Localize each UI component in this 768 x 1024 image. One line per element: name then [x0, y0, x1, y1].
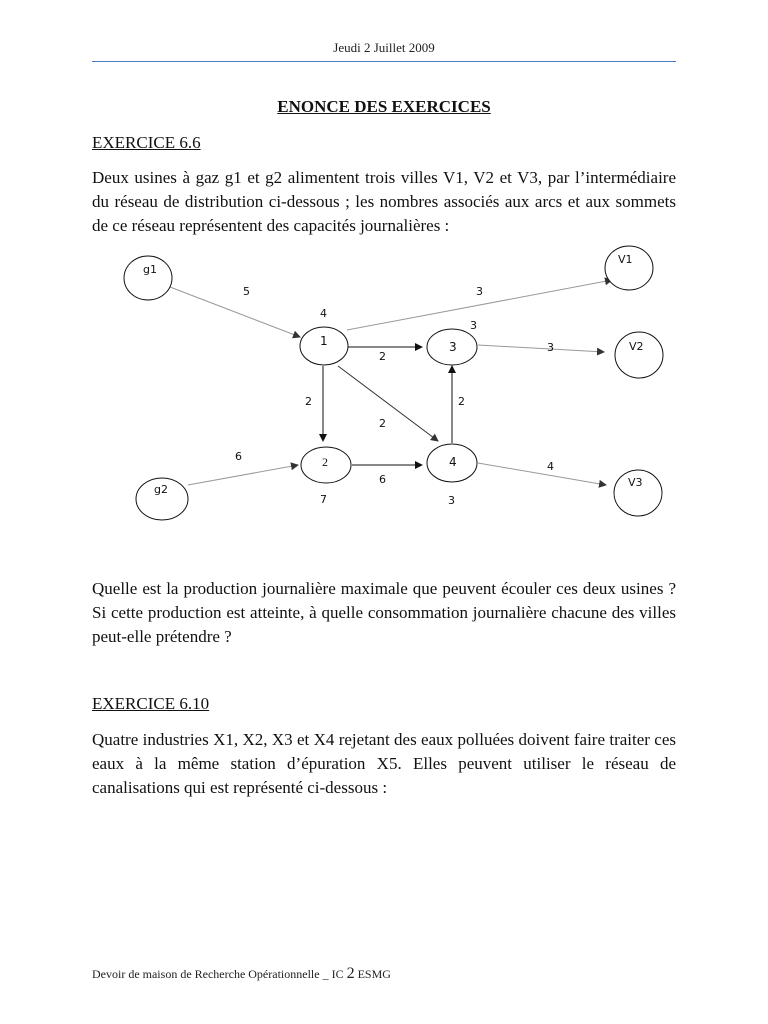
- node-v1-label: V1: [618, 253, 633, 266]
- arc-4-3-capacity: 2: [458, 395, 465, 408]
- exercise-6-10-intro: Quatre industries X1, X2, X3 et X4 rejetant des eaux polluées doivent faire traiter ces eaux à la même station d’épuration X5. Elles peuvent utiliser le réseau de canalisations qui est représenté ci-dessous :: [92, 730, 676, 797]
- arc-1-4: [338, 366, 438, 441]
- node-v2: [615, 332, 663, 378]
- node-4-label: 4: [449, 455, 457, 469]
- footer-number: 2: [346, 965, 355, 982]
- arc-4-v3-capacity: 4: [547, 460, 554, 473]
- arc-1-2-capacity: 2: [305, 395, 312, 408]
- arc-g2-2-capacity: 6: [235, 450, 242, 463]
- exercise-6-6-question: Quelle est la production journalière maximale que peuvent écouler ces deux usines ? Si cette production est atteinte, à quelle consommation journalière chacune des villes peut-elle prétendre ?: [92, 579, 676, 646]
- node-3-capacity: 3: [470, 319, 477, 332]
- network-diagram-svg: [100, 245, 690, 535]
- arc-1-3-capacity: 2: [379, 350, 386, 363]
- node-2-label: 2: [322, 455, 328, 469]
- arc-3-v2: [478, 345, 604, 352]
- arc-1-v1-capacity: 3: [476, 285, 483, 298]
- footer-text: Devoir de maison de Recherche Opérationnelle _ IC: [92, 967, 347, 981]
- node-3-label: 3: [449, 340, 457, 354]
- node-v2-label: V2: [629, 340, 644, 353]
- footer-school: ESMG: [354, 967, 391, 981]
- exercise-6-6-heading: EXERCICE 6.6: [92, 133, 201, 152]
- arc-2-4-capacity: 6: [379, 473, 386, 486]
- arc-g1-1: [170, 287, 300, 337]
- node-4-capacity: 3: [448, 494, 455, 507]
- arc-3-v2-capacity: 3: [547, 341, 554, 354]
- exercise-6-6-intro: Deux usines à gaz g1 et g2 alimentent trois villes V1, V2 et V3, par l’intermédiaire du réseau de distribution ci-dessous ; les nombres associés aux arcs et aux sommets de ce réseau représentent des capacités journalières :: [92, 168, 676, 235]
- node-1-label: 1: [320, 334, 328, 348]
- node-1-capacity: 4: [320, 307, 327, 320]
- page-title: ENONCE DES EXERCICES: [277, 97, 491, 116]
- node-v3-label: V3: [628, 476, 643, 489]
- header-date: Jeudi 2 Juillet 2009: [333, 40, 435, 55]
- node-g2-label: g2: [154, 483, 168, 496]
- exercise-6-10-heading: EXERCICE 6.10: [92, 694, 210, 713]
- header-rule: [92, 61, 676, 62]
- node-2-capacity: 7: [320, 493, 327, 506]
- page-footer: [92, 965, 391, 983]
- node-g1-label: g1: [143, 263, 157, 276]
- network-diagram: [100, 245, 690, 540]
- arc-4-v3: [478, 463, 606, 485]
- arc-g2-2: [188, 465, 298, 485]
- arc-1-4-capacity: 2: [379, 417, 386, 430]
- arc-g1-1-capacity: 5: [243, 285, 250, 298]
